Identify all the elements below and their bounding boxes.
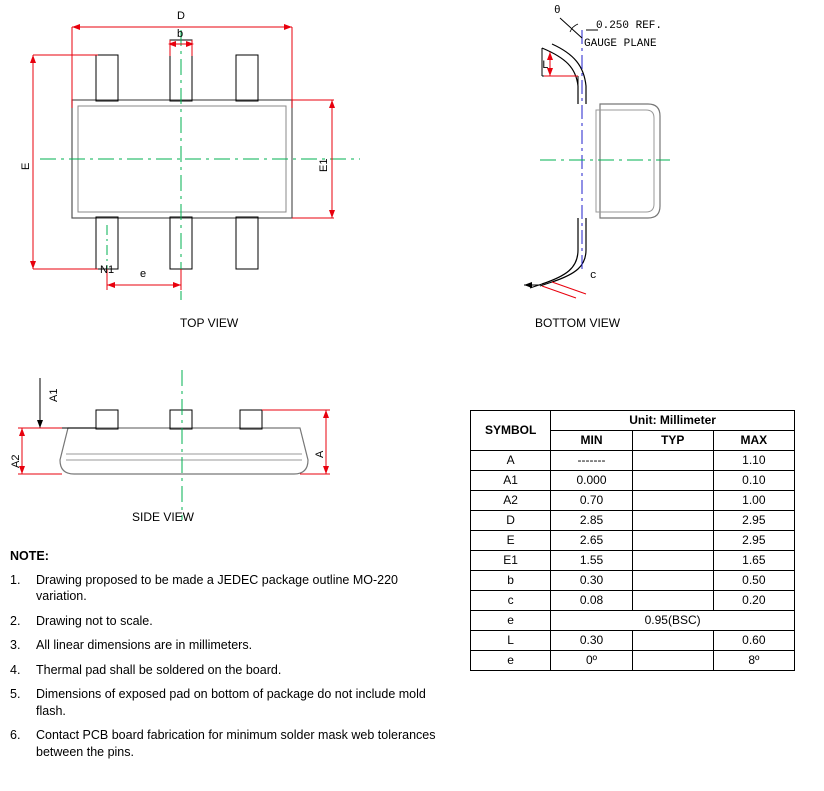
table-cell-symbol: b [471,571,551,591]
table-cell-min: 0.30 [551,631,633,651]
table-cell-symbol: A2 [471,491,551,511]
dim-label-E1: E1 [318,158,330,172]
table-cell-typ [632,471,713,491]
top-view-svg [0,0,400,340]
note-number: 6. [10,728,21,742]
table-cell-symbol: e [471,651,551,671]
note-item [10,637,450,654]
bottom-view-svg [500,0,824,340]
dim-label-D: D [177,10,185,22]
table-cell-symbol: c [471,591,551,611]
table-cell-typ [632,511,713,531]
table-cell-symbol: A [471,451,551,471]
table-cell-typ [632,551,713,571]
table-row [471,451,795,471]
notes-block [10,548,450,768]
table-header-min: MIN [551,431,633,451]
table-cell-min: ------- [551,451,633,471]
table-cell-min: 0.08 [551,591,633,611]
dim-label-b: b [177,28,184,40]
side-view-drawing [0,350,400,540]
dim-label-theta: θ [554,5,561,17]
side-view-svg [0,350,400,540]
table-header-unit: Unit: Millimeter [551,411,795,431]
table-row [471,631,795,651]
table-row [471,651,795,671]
table-row [471,571,795,591]
dim-label-gauge-ref: 0.250 REF. [596,20,663,32]
side-view-label: SIDE VIEW [132,510,195,524]
table-cell-min: 0.30 [551,571,633,591]
dim-label-A: A [314,450,326,458]
table-row [471,551,795,571]
table-cell-max: 2.95 [713,531,794,551]
table-cell-symbol: A1 [471,471,551,491]
table-cell-max: 2.95 [713,511,794,531]
table-cell-min: 0.000 [551,471,633,491]
dim-label-e: e [140,268,147,280]
dim-label-c: c [590,270,597,282]
table-cell-typ [632,531,713,551]
dim-label-N1: N1 [100,264,115,276]
top-view-drawing [0,0,400,340]
bottom-view-drawing [500,0,824,340]
table-header-symbol: SYMBOL [471,411,551,451]
dim-label-L: L [542,60,549,72]
note-text: All linear dimensions are in millimeters. [36,638,253,652]
table-cell-min: 2.85 [551,511,633,531]
table-cell-typ [632,651,713,671]
table-cell-typ [632,631,713,651]
table-cell-symbol: E1 [471,551,551,571]
table-header-row [471,411,795,431]
table-cell-symbol: D [471,511,551,531]
table-cell-min: 1.55 [551,551,633,571]
notes-title: NOTE: [10,549,49,563]
note-number: 5. [10,687,21,701]
table-row [471,611,795,631]
note-number: 3. [10,638,21,652]
table-cell-max: 0.10 [713,471,794,491]
note-text: Thermal pad shall be soldered on the board. [36,662,282,677]
table-cell-max: 1.10 [713,451,794,471]
note-item [10,686,450,719]
table-row [471,491,795,511]
note-number: 2. [10,613,21,628]
table-cell-typ [632,571,713,591]
table-cell-min: 0.70 [551,491,633,511]
note-text: Contact PCB board fabrication for minimum solder mask web tolerances between the pins. [36,728,436,759]
dim-label-gauge-plane: GAUGE PLANE [584,38,657,50]
table-row [471,471,795,491]
note-text: Drawing not to scale. [36,613,153,628]
table-cell-max: 0.60 [713,631,794,651]
table-row [471,511,795,531]
table-cell-max: 1.00 [713,491,794,511]
dim-label-A1: A1 [48,388,60,402]
note-number: 4. [10,662,21,677]
table-cell-symbol: L [471,631,551,651]
table-cell-symbol: e [471,611,551,631]
table-cell-max: 0.20 [713,591,794,611]
table-cell-max: 1.65 [713,551,794,571]
note-text: Dimensions of exposed pad on bottom of package do not include mold flash. [36,687,426,718]
table-cell-max: 0.50 [713,571,794,591]
dim-label-A2: A2 [10,454,22,468]
table-header-typ: TYP [632,431,713,451]
note-item [10,572,450,605]
dim-label-E: E [20,162,32,170]
table-header-max: MAX [713,431,794,451]
note-text: Drawing proposed to be made a JEDEC package outline MO-220 variation. [36,572,399,603]
note-item [10,613,450,630]
table-cell-typ [632,491,713,511]
bottom-view-label: BOTTOM VIEW [535,316,621,330]
note-item [10,662,450,679]
table-row [471,591,795,611]
top-view-label: TOP VIEW [180,316,239,330]
note-number: 1. [10,572,21,587]
dimension-table [470,410,795,671]
table-cell-min: 0º [551,651,633,671]
table-cell-typ [632,591,713,611]
table-cell-max: 8º [713,651,794,671]
table-cell-symbol: E [471,531,551,551]
note-item [10,727,450,760]
table-cell-typ [632,451,713,471]
table-cell-span: 0.95(BSC) [551,611,795,631]
table-row [471,531,795,551]
table-cell-min: 2.65 [551,531,633,551]
